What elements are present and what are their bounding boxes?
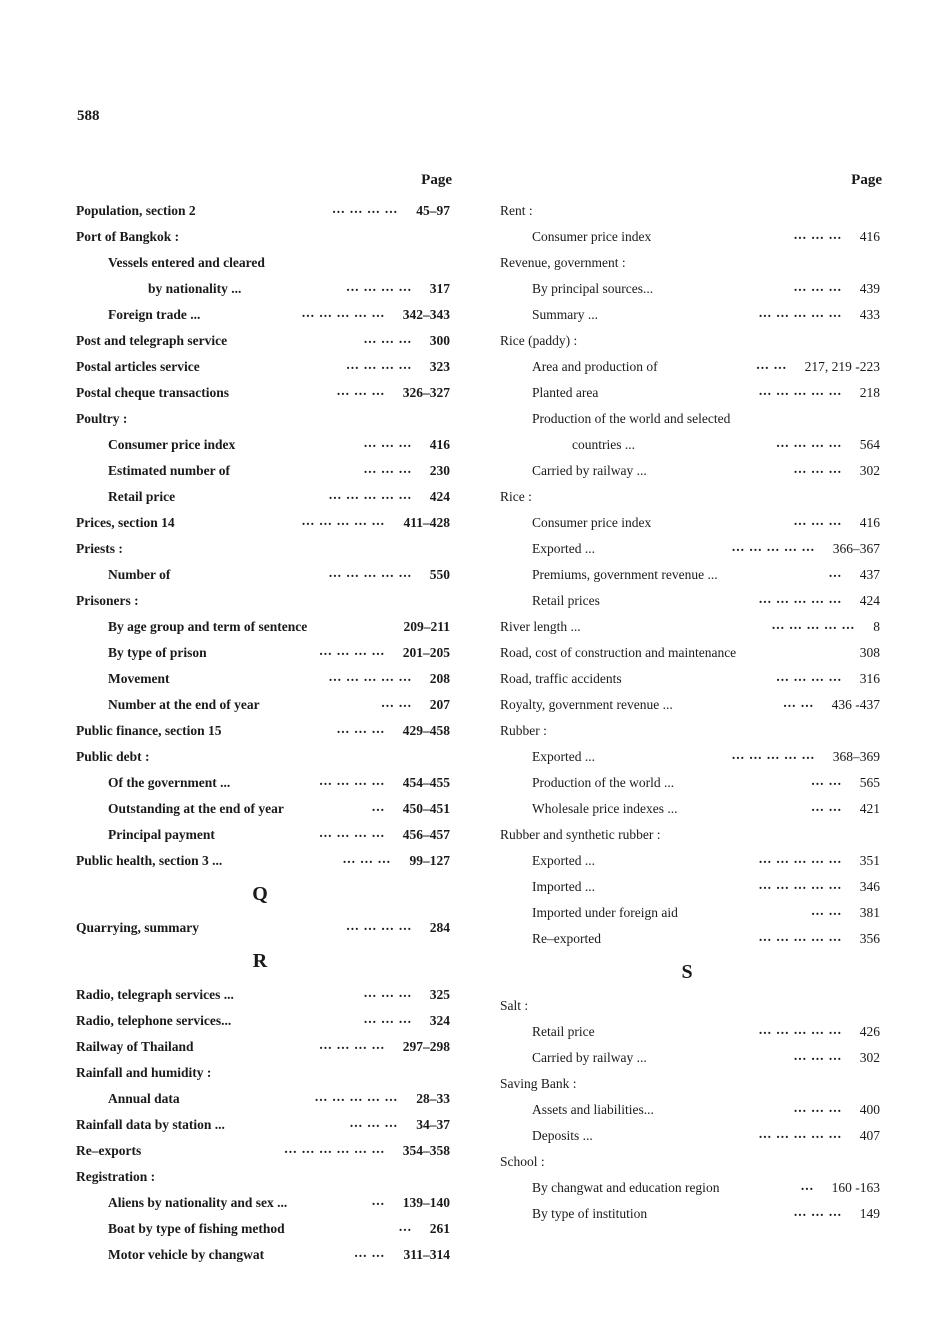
entry-label: Retail prices xyxy=(532,593,600,608)
entry-page-ref: 8 xyxy=(873,619,880,634)
entry-label: By type of prison xyxy=(108,645,207,660)
index-entry xyxy=(60,562,460,588)
index-entry xyxy=(60,380,460,406)
leader-dots: ... ... ... xyxy=(793,227,842,242)
leader-dots: ... ... xyxy=(811,903,842,918)
entry-page-ref: 284 xyxy=(429,920,450,935)
entry-label: Outstanding at the end of year xyxy=(108,801,284,816)
entry-page-ref: 218 xyxy=(859,385,880,400)
entry-label: countries ... xyxy=(572,437,635,452)
entry-label: Rainfall and humidity : xyxy=(76,1065,212,1080)
index-entry xyxy=(60,250,460,276)
index-entry xyxy=(484,926,890,952)
entry-label: Postal articles service xyxy=(76,359,200,374)
leader-dots: ... ... ... ... ... xyxy=(328,487,412,502)
index-entry xyxy=(60,666,460,692)
page-column-header xyxy=(60,168,460,198)
index-entry xyxy=(484,510,890,536)
entry-label: By changwat and education region xyxy=(532,1180,720,1195)
entry-label: Port of Bangkok : xyxy=(76,229,180,244)
index-entry xyxy=(60,640,460,666)
entry-label: Rice (paddy) : xyxy=(500,333,578,348)
entry-page-ref: 421 xyxy=(859,801,880,816)
index-entry xyxy=(484,1019,890,1045)
index-entry xyxy=(60,536,460,562)
index-entry xyxy=(60,1060,460,1086)
index-entry xyxy=(60,1008,460,1034)
index-entry xyxy=(60,588,460,614)
index-entry xyxy=(484,614,890,640)
leader-dots: ... ... ... xyxy=(793,1204,842,1219)
entry-label: Assets and liabilities... xyxy=(532,1102,654,1117)
entry-label: Post and telegraph service xyxy=(76,333,228,348)
entry-label: Principal payment xyxy=(108,827,215,842)
index-entry xyxy=(60,1138,460,1164)
index-entry xyxy=(60,354,460,380)
entry-page-ref: 450–451 xyxy=(402,801,450,816)
leader-dots: ... ... ... ... xyxy=(332,201,398,216)
index-entry xyxy=(484,848,890,874)
index-entry xyxy=(60,1242,460,1268)
entry-label: By type of institution xyxy=(532,1206,648,1221)
index-entry xyxy=(60,1034,460,1060)
entry-label: Number of xyxy=(108,567,171,582)
leader-dots: ... ... ... xyxy=(336,383,385,398)
index-entry xyxy=(60,510,460,536)
entry-label: Planted area xyxy=(532,385,599,400)
leader-dots: ... xyxy=(371,1193,385,1208)
entry-page-ref: 437 xyxy=(859,567,880,582)
leader-dots: ... ... ... ... xyxy=(319,773,385,788)
entry-label: Registration : xyxy=(76,1169,156,1184)
leader-dots: ... ... ... ... ... xyxy=(758,851,842,866)
index-entry xyxy=(60,302,460,328)
entry-page-ref: 342–343 xyxy=(402,307,450,322)
entry-label: Quarrying, summary xyxy=(76,920,199,935)
entry-page-ref: 311–314 xyxy=(403,1247,450,1262)
entry-label: Summary ... xyxy=(532,307,598,322)
index-entry xyxy=(60,276,460,302)
entry-page-ref: 454–455 xyxy=(402,775,450,790)
entry-page-ref: 209–211 xyxy=(403,619,450,634)
leader-dots: ... ... ... xyxy=(342,851,391,866)
entry-label: Retail price xyxy=(108,489,176,504)
page-column-header xyxy=(484,168,890,198)
page-number: 588 xyxy=(77,108,100,124)
leader-dots: ... ... xyxy=(756,357,787,372)
entry-label: School : xyxy=(500,1154,545,1169)
entry-page-ref: 317 xyxy=(429,281,450,296)
leader-dots: ... ... ... ... ... xyxy=(771,617,855,632)
entry-page-ref: 34–37 xyxy=(416,1117,450,1132)
entry-label: Imported under foreign aid xyxy=(532,905,678,920)
entry-page-ref: 565 xyxy=(859,775,880,790)
index-entry xyxy=(484,640,890,666)
right-entries xyxy=(484,198,890,1227)
entry-page-ref: 429–458 xyxy=(402,723,450,738)
index-entry xyxy=(60,1112,460,1138)
entry-page-ref: 207 xyxy=(429,697,450,712)
leader-dots: ... ... ... xyxy=(793,461,842,476)
leader-dots: ... ... ... ... ... xyxy=(758,305,842,320)
entry-page-ref: 208 xyxy=(429,671,450,686)
leader-dots: ... ... ... ... xyxy=(319,825,385,840)
entry-label: Wholesale price indexes ... xyxy=(532,801,678,816)
entry-label: Royalty, government revenue ... xyxy=(500,697,673,712)
entry-page-ref: 366–367 xyxy=(832,541,880,556)
index-entry xyxy=(484,718,890,744)
entry-label: Public debt : xyxy=(76,749,150,764)
page-header-label: Page xyxy=(851,172,882,188)
leader-dots: ... xyxy=(828,565,842,580)
leader-dots: ... ... xyxy=(381,695,412,710)
entry-label: Consumer price index xyxy=(108,437,236,452)
leader-dots: ... ... ... xyxy=(793,1048,842,1063)
leader-dots: ... xyxy=(398,1219,412,1234)
index-entry xyxy=(60,406,460,432)
index-entry xyxy=(60,198,460,224)
entry-label: Consumer price index xyxy=(532,515,652,530)
index-entry xyxy=(484,692,890,718)
entry-page-ref: 316 xyxy=(859,671,880,686)
entry-label: Production of the world and selected xyxy=(532,411,731,426)
entry-page-ref: 45–97 xyxy=(416,203,450,218)
entry-label: Of the government ... xyxy=(108,775,231,790)
index-entry xyxy=(484,354,890,380)
index-entry xyxy=(60,458,460,484)
index-entry xyxy=(484,796,890,822)
leader-dots: ... ... ... ... ... xyxy=(328,669,412,684)
entry-label: Rubber : xyxy=(500,723,547,738)
leader-dots: ... ... ... ... xyxy=(319,643,385,658)
leader-dots: ... ... ... xyxy=(363,461,412,476)
entry-label: Production of the world ... xyxy=(532,775,675,790)
index-entry xyxy=(484,744,890,770)
entry-label: Rent : xyxy=(500,203,533,218)
entry-page-ref: 416 xyxy=(429,437,450,452)
entry-label: Re–exported xyxy=(532,931,601,946)
index-entry xyxy=(484,484,890,510)
leader-dots: ... ... ... xyxy=(793,279,842,294)
entry-label: Rice : xyxy=(500,489,532,504)
leader-dots: ... ... xyxy=(783,695,814,710)
entry-label: Carried by railway ... xyxy=(532,1050,647,1065)
index-entry xyxy=(484,666,890,692)
entry-label: Rubber and synthetic rubber : xyxy=(500,827,661,842)
index-entry xyxy=(484,250,890,276)
entry-label: By age group and term of sentence xyxy=(108,619,308,634)
entry-label: Consumer price index xyxy=(532,229,652,244)
index-entry xyxy=(484,588,890,614)
entry-page-ref: 160 -163 xyxy=(831,1180,880,1195)
entry-page-ref: 456–457 xyxy=(402,827,450,842)
entry-label: Saving Bank : xyxy=(500,1076,577,1091)
section-letter: R xyxy=(252,950,268,972)
entry-page-ref: 381 xyxy=(859,905,880,920)
entry-page-ref: 297–298 xyxy=(402,1039,450,1054)
leader-dots: ... ... ... ... ... xyxy=(758,1126,842,1141)
leader-dots: ... ... xyxy=(811,799,842,814)
index-entry xyxy=(484,302,890,328)
leader-dots: ... ... ... ... ... xyxy=(314,1089,398,1104)
leader-dots: ... ... ... ... ... xyxy=(758,591,842,606)
entry-label: Estimated number of xyxy=(108,463,231,478)
index-entry xyxy=(484,562,890,588)
leader-dots: ... ... ... ... xyxy=(346,918,412,933)
leader-dots: ... ... ... ... xyxy=(776,435,842,450)
leader-dots: ... ... ... ... xyxy=(346,357,412,372)
entry-page-ref: 302 xyxy=(859,463,880,478)
entry-page-ref: 324 xyxy=(429,1013,450,1028)
entry-label: Road, traffic accidents xyxy=(500,671,622,686)
index-entry xyxy=(60,770,460,796)
entry-label: Rainfall data by station ... xyxy=(76,1117,225,1132)
leader-dots: ... ... ... ... xyxy=(319,1037,385,1052)
entry-page-ref: 407 xyxy=(859,1128,880,1143)
entry-label: Exported ... xyxy=(532,749,595,764)
leader-dots: ... ... ... xyxy=(793,1100,842,1115)
entry-label: Vessels entered and cleared xyxy=(108,255,265,270)
entry-page-ref: 217, 219 -223 xyxy=(804,359,880,374)
entry-page-ref: 433 xyxy=(859,307,880,322)
leader-dots: ... ... ... ... ... xyxy=(758,929,842,944)
index-entry xyxy=(60,484,460,510)
leader-dots: ... ... ... xyxy=(363,331,412,346)
leader-dots: ... ... ... ... ... xyxy=(731,747,815,762)
index-entry xyxy=(60,1216,460,1242)
leader-dots: ... xyxy=(800,1178,814,1193)
entry-label: Postal cheque transactions xyxy=(76,385,229,400)
entry-page-ref: 356 xyxy=(859,931,880,946)
entry-page-ref: 302 xyxy=(859,1050,880,1065)
entry-label: Motor vehicle by changwat xyxy=(108,1247,265,1262)
entry-label: Priests : xyxy=(76,541,123,556)
entry-page-ref: 326–327 xyxy=(402,385,450,400)
entry-page-ref: 346 xyxy=(859,879,880,894)
index-entry xyxy=(484,822,890,848)
entry-label: Movement xyxy=(108,671,170,686)
entry-label: Aliens by nationality and sex ... xyxy=(108,1195,288,1210)
entry-label: Population, section 2 xyxy=(76,203,196,218)
leader-dots: ... xyxy=(371,799,385,814)
leader-dots: ... ... xyxy=(354,1245,385,1260)
entry-page-ref: 439 xyxy=(859,281,880,296)
index-entry xyxy=(484,900,890,926)
entry-label: Number at the end of year xyxy=(108,697,260,712)
entry-label: by nationality ... xyxy=(148,281,242,296)
leader-dots: ... ... ... ... ... xyxy=(758,383,842,398)
index-entry xyxy=(484,458,890,484)
entry-page-ref: 411–428 xyxy=(403,515,450,530)
left-entries xyxy=(60,198,460,1268)
entry-label: Exported ... xyxy=(532,541,595,556)
index-entry xyxy=(60,692,460,718)
page-header-label: Page xyxy=(421,172,452,188)
entry-label: Public finance, section 15 xyxy=(76,723,222,738)
index-entry xyxy=(484,328,890,354)
entry-page-ref: 308 xyxy=(859,645,880,660)
entry-label: Public health, section 3 ... xyxy=(76,853,223,868)
leader-dots: ... ... ... ... ... xyxy=(328,565,412,580)
entry-label: Retail price xyxy=(532,1024,595,1039)
index-entry xyxy=(60,614,460,640)
index-entry xyxy=(484,406,890,432)
index-entry xyxy=(60,744,460,770)
index-entry xyxy=(484,1071,890,1097)
index-entry xyxy=(484,432,890,458)
entry-page-ref: 424 xyxy=(859,593,880,608)
entry-label: Premiums, government revenue ... xyxy=(532,567,718,582)
entry-label: Foreign trade ... xyxy=(108,307,201,322)
entry-page-ref: 436 -437 xyxy=(831,697,880,712)
index-entry xyxy=(484,224,890,250)
entry-page-ref: 149 xyxy=(859,1206,880,1221)
index-entry xyxy=(484,1175,890,1201)
index-entry xyxy=(484,276,890,302)
index-entry xyxy=(484,198,890,224)
entry-label: Railway of Thailand xyxy=(76,1039,194,1054)
entry-label: Area and production of xyxy=(532,359,658,374)
index-entry xyxy=(484,1045,890,1071)
entry-label: By principal sources... xyxy=(532,281,654,296)
entry-page-ref: 28–33 xyxy=(416,1091,450,1106)
leader-dots: ... ... ... ... ... xyxy=(758,1022,842,1037)
entry-label: Imported ... xyxy=(532,879,595,894)
index-column-left xyxy=(60,168,460,1268)
entry-page-ref: 550 xyxy=(429,567,450,582)
entry-label: Poultry : xyxy=(76,411,128,426)
leader-dots: ... ... xyxy=(811,773,842,788)
index-entry xyxy=(60,982,460,1008)
leader-dots: ... ... ... xyxy=(336,721,385,736)
leader-dots: ... ... ... ... ... xyxy=(731,539,815,554)
index-entry xyxy=(484,1123,890,1149)
entry-label: Radio, telephone services... xyxy=(76,1013,232,1028)
index-entry xyxy=(484,536,890,562)
entry-page-ref: 99–127 xyxy=(409,853,450,868)
index-entry xyxy=(484,993,890,1019)
entry-page-ref: 139–140 xyxy=(402,1195,450,1210)
entry-label: Annual data xyxy=(108,1091,180,1106)
index-entry xyxy=(60,224,460,250)
entry-label: Salt : xyxy=(500,998,529,1013)
leader-dots: ... ... ... ... ... ... xyxy=(284,1141,385,1156)
index-entry xyxy=(484,380,890,406)
entry-label: Prisoners : xyxy=(76,593,139,608)
leader-dots: ... ... ... ... ... xyxy=(301,513,385,528)
index-column-right xyxy=(484,168,890,1227)
entry-label: Deposits ... xyxy=(532,1128,593,1143)
leader-dots: ... ... ... xyxy=(363,985,412,1000)
entry-label: Road, cost of construction and maintenance xyxy=(500,645,737,660)
entry-page-ref: 323 xyxy=(429,359,450,374)
index-entry xyxy=(484,1149,890,1175)
leader-dots: ... ... ... ... xyxy=(776,669,842,684)
entry-page-ref: 368–369 xyxy=(832,749,880,764)
entry-label: Re–exports xyxy=(76,1143,142,1158)
entry-page-ref: 400 xyxy=(859,1102,880,1117)
leader-dots: ... ... ... xyxy=(363,1011,412,1026)
entry-label: Exported ... xyxy=(532,853,595,868)
index-entry xyxy=(60,1164,460,1190)
entry-page-ref: 300 xyxy=(429,333,450,348)
index-entry xyxy=(484,1201,890,1227)
entry-page-ref: 230 xyxy=(429,463,450,478)
entry-label: Carried by railway ... xyxy=(532,463,647,478)
index-entry xyxy=(60,328,460,354)
leader-dots: ... ... ... xyxy=(349,1115,398,1130)
index-entry xyxy=(60,1086,460,1112)
index-entry xyxy=(60,432,460,458)
entry-page-ref: 424 xyxy=(429,489,450,504)
index-entry xyxy=(60,915,460,941)
index-entry xyxy=(60,718,460,744)
entry-label: Revenue, government : xyxy=(500,255,626,270)
entry-page-ref: 325 xyxy=(429,987,450,1002)
entry-page-ref: 416 xyxy=(859,515,880,530)
section-letter: S xyxy=(681,961,693,983)
index-entry xyxy=(484,1097,890,1123)
leader-dots: ... ... ... xyxy=(793,513,842,528)
entry-page-ref: 201–205 xyxy=(402,645,450,660)
leader-dots: ... ... ... ... ... xyxy=(758,877,842,892)
index-entry xyxy=(484,874,890,900)
index-entry xyxy=(484,770,890,796)
leader-dots: ... ... ... ... xyxy=(346,279,412,294)
entry-page-ref: 261 xyxy=(429,1221,450,1236)
entry-label: Prices, section 14 xyxy=(76,515,175,530)
entry-page-ref: 564 xyxy=(859,437,880,452)
section-letter: Q xyxy=(252,883,268,905)
index-entry xyxy=(60,848,460,874)
leader-dots: ... ... ... ... ... xyxy=(301,305,385,320)
entry-label: River length ... xyxy=(500,619,581,634)
entry-page-ref: 351 xyxy=(859,853,880,868)
entry-label: Boat by type of fishing method xyxy=(108,1221,285,1236)
index-entry xyxy=(60,1190,460,1216)
leader-dots: ... ... ... xyxy=(363,435,412,450)
index-entry xyxy=(60,822,460,848)
entry-page-ref: 416 xyxy=(859,229,880,244)
entry-page-ref: 354–358 xyxy=(402,1143,450,1158)
entry-page-ref: 426 xyxy=(859,1024,880,1039)
index-entry xyxy=(60,796,460,822)
entry-label: Radio, telegraph services ... xyxy=(76,987,234,1002)
